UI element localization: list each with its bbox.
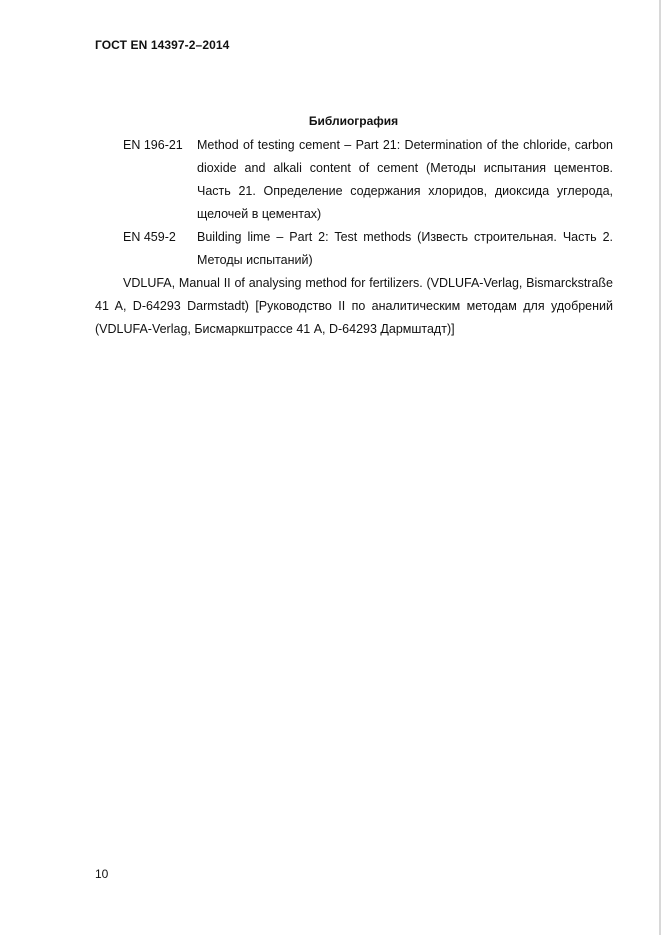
bibliography-list bbox=[95, 134, 613, 341]
bibliography-title: Библиография bbox=[308, 114, 399, 128]
entry-code: EN 196-21 bbox=[123, 138, 183, 152]
page-number: 10 bbox=[95, 867, 109, 881]
document-standard-code: ГОСТ EN 14397-2–2014 bbox=[95, 38, 230, 52]
entry-text: Method of testing cement – Part 21: Determination of the chloride, carbon dioxide and alkali content of cement (Методы испытания цементов. Часть 21. Определение содержания хлоридов, диоксида углерода, щелочей в цементах) bbox=[197, 138, 613, 221]
bibliography-entry bbox=[95, 134, 613, 226]
entry-code: EN 459-2 bbox=[123, 230, 176, 244]
bibliography-entry bbox=[95, 226, 613, 272]
entry-text: Building lime – Part 2: Test methods (Известь строительная. Часть 2. Методы испытаний) bbox=[197, 230, 613, 267]
entry-text: VDLUFA, Manual II of analysing method for fertilizers. (VDLUFA-Verlag, Bismarckstraße 41 A, D-64293 Darmstadt) [Руководство II по аналитическим методам для удобрений (VDLUFA-Verlag, Бисмаркштрассе 41 A, D-64293 Дармштадт)] bbox=[95, 276, 613, 336]
bibliography-entry bbox=[95, 272, 613, 341]
